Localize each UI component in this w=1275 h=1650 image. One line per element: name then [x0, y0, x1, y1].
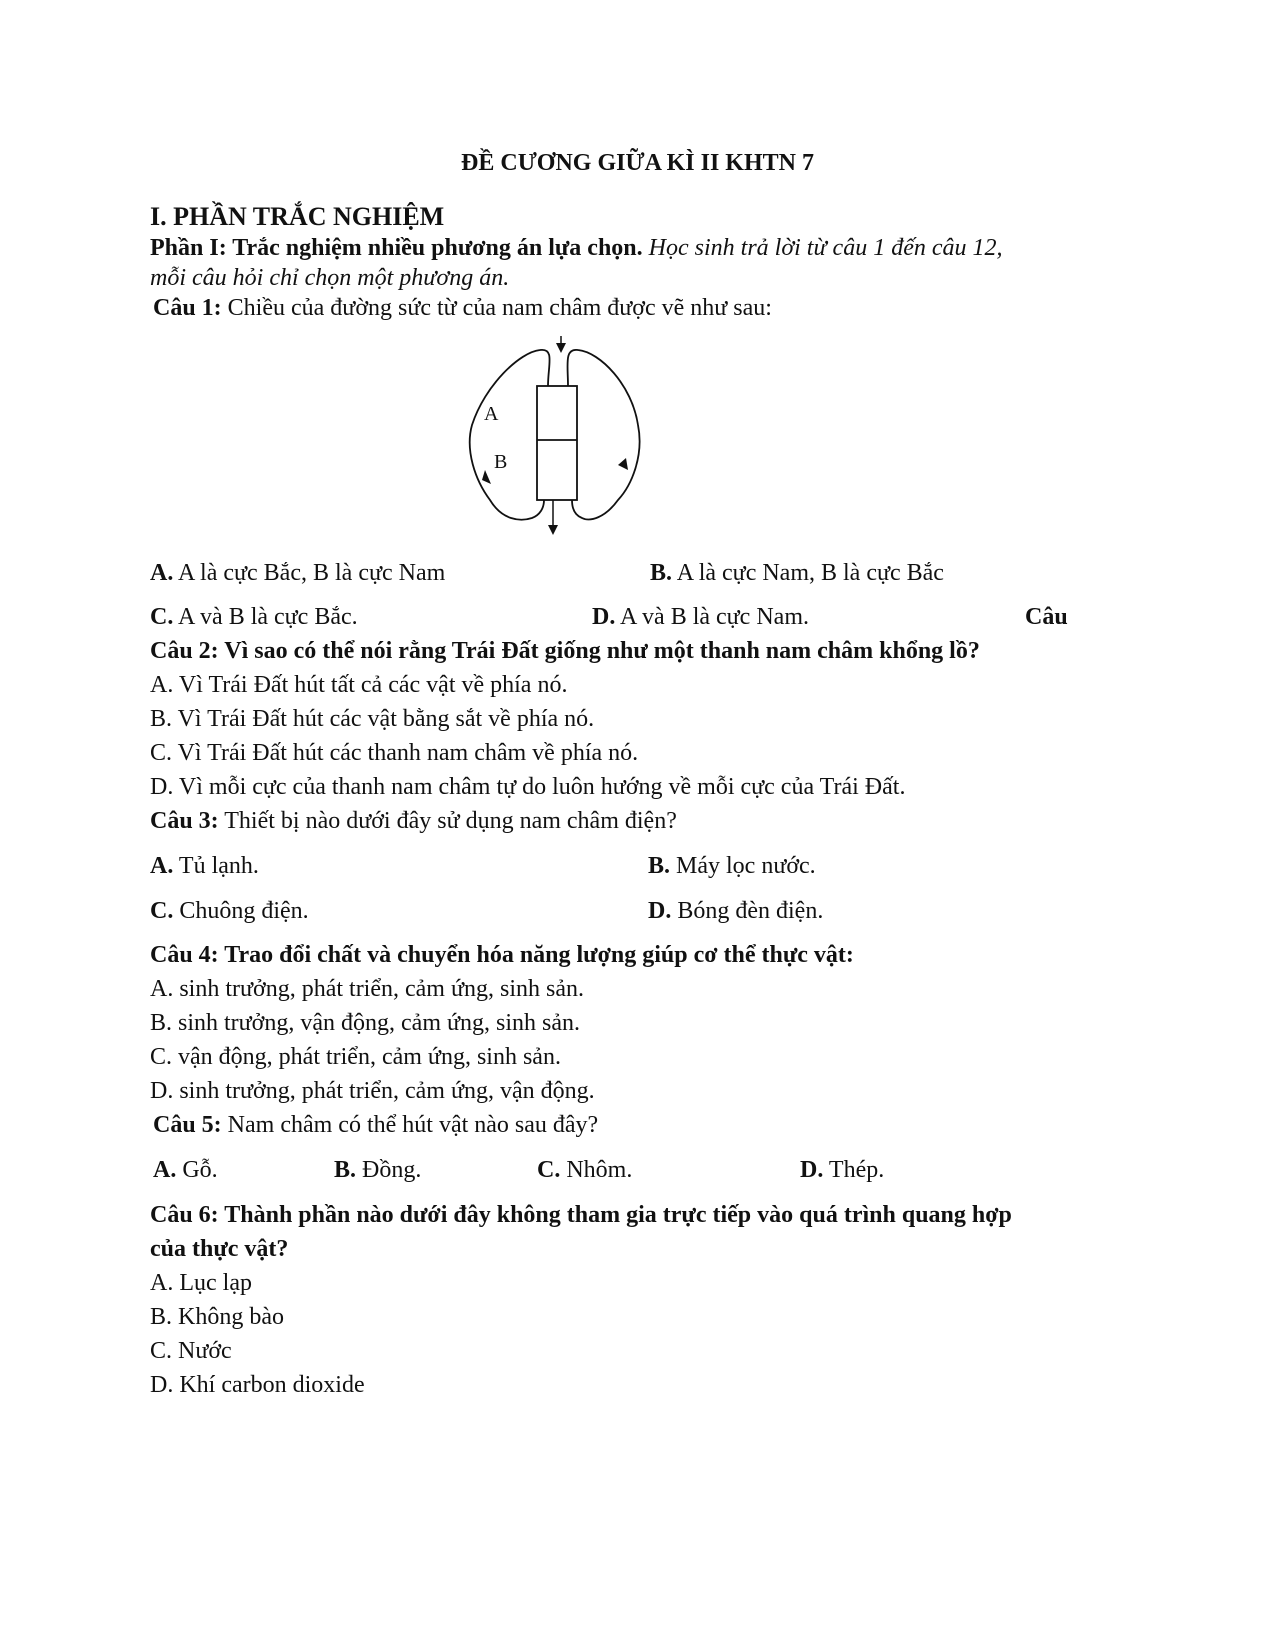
- question-label: Câu 1:: [153, 295, 222, 321]
- question-4: Câu 4: Trao đổi chất và chuyển hóa năng lượng giúp cơ thể thực vật:: [150, 942, 854, 968]
- q4-option-b: B. sinh trưởng, vận động, cảm ứng, sinh sản.: [150, 1010, 581, 1036]
- q4-option-c: C. vận động, phát triển, cảm ứng, sinh sản.: [150, 1044, 561, 1070]
- q1-option-b: B. A là cực Nam, B là cực Bắc: [650, 560, 944, 586]
- question-1: [153, 293, 772, 323]
- q1-option-d: D. A và B là cực Nam.: [592, 604, 809, 630]
- question-3: [150, 806, 677, 836]
- page-title: ĐỀ CƯƠNG GIỮA KÌ II KHTN 7: [461, 150, 814, 176]
- question-2: Câu 2: Vì sao có thể nói rằng Trái Đất giống như một thanh nam châm khổng lồ?: [150, 638, 980, 664]
- q2-option-b: B. Vì Trái Đất hút các vật bằng sắt về phía nó.: [150, 706, 595, 732]
- magnet-field-diagram: [460, 330, 660, 542]
- q4-option-a: A. sinh trưởng, phát triển, cảm ứng, sinh sản.: [150, 976, 584, 1002]
- question-text: Nam châm có thể hút vật nào sau đây?: [227, 1112, 599, 1138]
- part-label: Phần I: Trắc nghiệm nhiều phương án lựa chọn.: [150, 235, 643, 261]
- part-instruction-cont: mỗi câu hỏi chỉ chọn một phương án.: [150, 265, 510, 291]
- question-label: Câu 5:: [153, 1112, 222, 1138]
- q2-option-c: C. Vì Trái Đất hút các thanh nam châm về phía nó.: [150, 740, 639, 766]
- trailing-label: Câu: [1025, 604, 1068, 630]
- q5-option-b: B. Đồng.: [334, 1157, 422, 1183]
- part-instruction-text: Học sinh trả lời từ câu 1 đến câu 12,: [648, 235, 1003, 261]
- field-arrowhead-right: [618, 458, 628, 470]
- q3-option-d: D. Bóng đèn điện.: [648, 898, 824, 924]
- q5-option-d: D. Thép.: [800, 1157, 885, 1183]
- q6-option-a: A. Lục lạp: [150, 1270, 252, 1296]
- q3-option-c: C. Chuông điện.: [150, 898, 309, 924]
- q2-option-d: D. Vì mỗi cực của thanh nam châm tự do luôn hướng về mỗi cực của Trái Đất.: [150, 774, 906, 800]
- field-arrowhead-left: [482, 470, 491, 484]
- question-6: Câu 6: Thành phần nào dưới đây không tham gia trực tiếp vào quá trình quang hợp: [150, 1202, 1012, 1228]
- question-text: Thiết bị nào dưới đây sử dụng nam châm điện?: [224, 808, 677, 834]
- question-6-cont: của thực vật?: [150, 1236, 289, 1262]
- label-a: A: [484, 403, 499, 425]
- q3-option-a: A. Tủ lạnh.: [150, 853, 259, 879]
- q4-option-d: D. sinh trưởng, phát triển, cảm ứng, vận động.: [150, 1078, 595, 1104]
- q2-option-a: A. Vì Trái Đất hút tất cả các vật về phía nó.: [150, 672, 568, 698]
- part-instruction: [150, 233, 1003, 263]
- section-heading: I. PHẦN TRẮC NGHIỆM: [150, 202, 445, 231]
- q6-option-d: D. Khí carbon dioxide: [150, 1372, 365, 1398]
- q5-option-a: A. Gỗ.: [153, 1157, 218, 1183]
- question-text: Chiều của đường sức từ của nam châm được vẽ như sau:: [227, 295, 772, 321]
- magnet-bar: [537, 386, 577, 500]
- field-line-right: [567, 350, 639, 520]
- question-5: [153, 1110, 598, 1140]
- label-b: B: [494, 451, 508, 473]
- q3-option-b: B. Máy lọc nước.: [648, 853, 816, 879]
- q1-option-a: A. A là cực Bắc, B là cực Nam: [150, 560, 446, 586]
- question-label: Câu 3:: [150, 808, 219, 834]
- q1-option-c: C. A và B là cực Bắc.: [150, 604, 358, 630]
- q5-option-c: C. Nhôm.: [537, 1157, 633, 1183]
- q6-option-b: B. Không bào: [150, 1304, 284, 1330]
- q6-option-c: C. Nước: [150, 1338, 232, 1364]
